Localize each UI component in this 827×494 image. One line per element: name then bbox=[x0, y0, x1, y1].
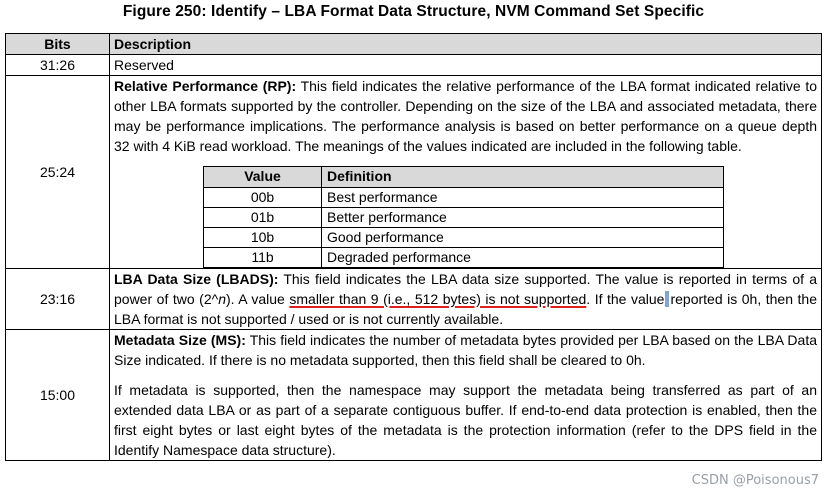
underlined-note: smaller than 9 (i.e., 512 bytes) is not supported bbox=[289, 291, 587, 307]
value-cell: 10b bbox=[204, 228, 322, 248]
bits-cell: 25:24 bbox=[6, 76, 110, 269]
description-cell bbox=[110, 269, 822, 330]
field-description-part: This field indicates the LBA data size supported. The value is reported in terms of a power of two (2^ bbox=[114, 271, 817, 307]
description-cell bbox=[110, 330, 822, 461]
field-description-paragraph: If metadata is supported, then the namespace may support the metadata being transferred as part of an extended data LBA or as part of a separate contiguous buffer. If end-to-end data protection is enabled, then the first eight bytes or last eight bytes of the metadata is the protection information (refer to the DPS field in the Identify Namespace data structure). bbox=[114, 382, 817, 458]
bits-cell: 31:26 bbox=[6, 55, 110, 76]
reserved-text: Reserved bbox=[114, 57, 174, 73]
inner-row bbox=[204, 248, 724, 268]
field-description-part: . If the value bbox=[586, 291, 665, 307]
field-label: Metadata Size (MS): bbox=[114, 332, 246, 348]
watermark: CSDN @Poisonous7 bbox=[691, 473, 819, 488]
table-row bbox=[6, 269, 822, 330]
definition-cell: Good performance bbox=[322, 228, 724, 248]
description-cell bbox=[110, 76, 822, 269]
field-description-part: ). A value bbox=[225, 291, 290, 307]
description-header: Description bbox=[110, 34, 822, 55]
bits-cell: 15:00 bbox=[6, 330, 110, 461]
bits-cell: 23:16 bbox=[6, 269, 110, 330]
value-header: Value bbox=[204, 167, 322, 188]
field-description: This field indicates the relative performance of the LBA format indicated relative to other LBA formats supported by the controller. Depending on the size of the LBA and associated metadata, there may be performance implications. The performance analysis is based on better performance on a queue depth 32 with 4 KiB read workload. The meanings of the values indicated are included in the following table. bbox=[114, 78, 817, 154]
definition-cell: Best performance bbox=[322, 188, 724, 208]
table-row bbox=[6, 76, 822, 269]
value-cell: 11b bbox=[204, 248, 322, 268]
table-header-row bbox=[6, 34, 822, 55]
description-cell bbox=[110, 55, 822, 76]
field-description-part: reported is 0h, then the LBA format is not supported / used or is not currently available. bbox=[114, 291, 817, 327]
exponent-variable: n bbox=[218, 291, 226, 307]
table-row bbox=[6, 55, 822, 76]
table-row bbox=[6, 330, 822, 461]
inner-row bbox=[204, 208, 724, 228]
field-description: This field indicates the number of metadata bytes provided per LBA based on the LBA Data Size indicated. If there is no metadata supported, then this field shall be cleared to 0h. bbox=[114, 332, 817, 368]
inner-row bbox=[204, 228, 724, 248]
inner-header-row bbox=[204, 167, 724, 188]
value-cell: 01b bbox=[204, 208, 322, 228]
bits-header: Bits bbox=[6, 34, 110, 55]
inner-row bbox=[204, 188, 724, 208]
value-cell: 00b bbox=[204, 188, 322, 208]
performance-values-table bbox=[203, 166, 724, 268]
definition-cell: Better performance bbox=[322, 208, 724, 228]
text-cursor-highlight bbox=[665, 291, 669, 307]
definition-cell: Degraded performance bbox=[322, 248, 724, 268]
lba-format-table bbox=[5, 33, 822, 461]
figure-title: Figure 250: Identify – LBA Format Data Structure, NVM Command Set Specific bbox=[122, 3, 705, 20]
field-label: Relative Performance (RP): bbox=[114, 78, 297, 94]
definition-header: Definition bbox=[322, 167, 724, 188]
field-label: LBA Data Size (LBADS): bbox=[114, 271, 279, 287]
